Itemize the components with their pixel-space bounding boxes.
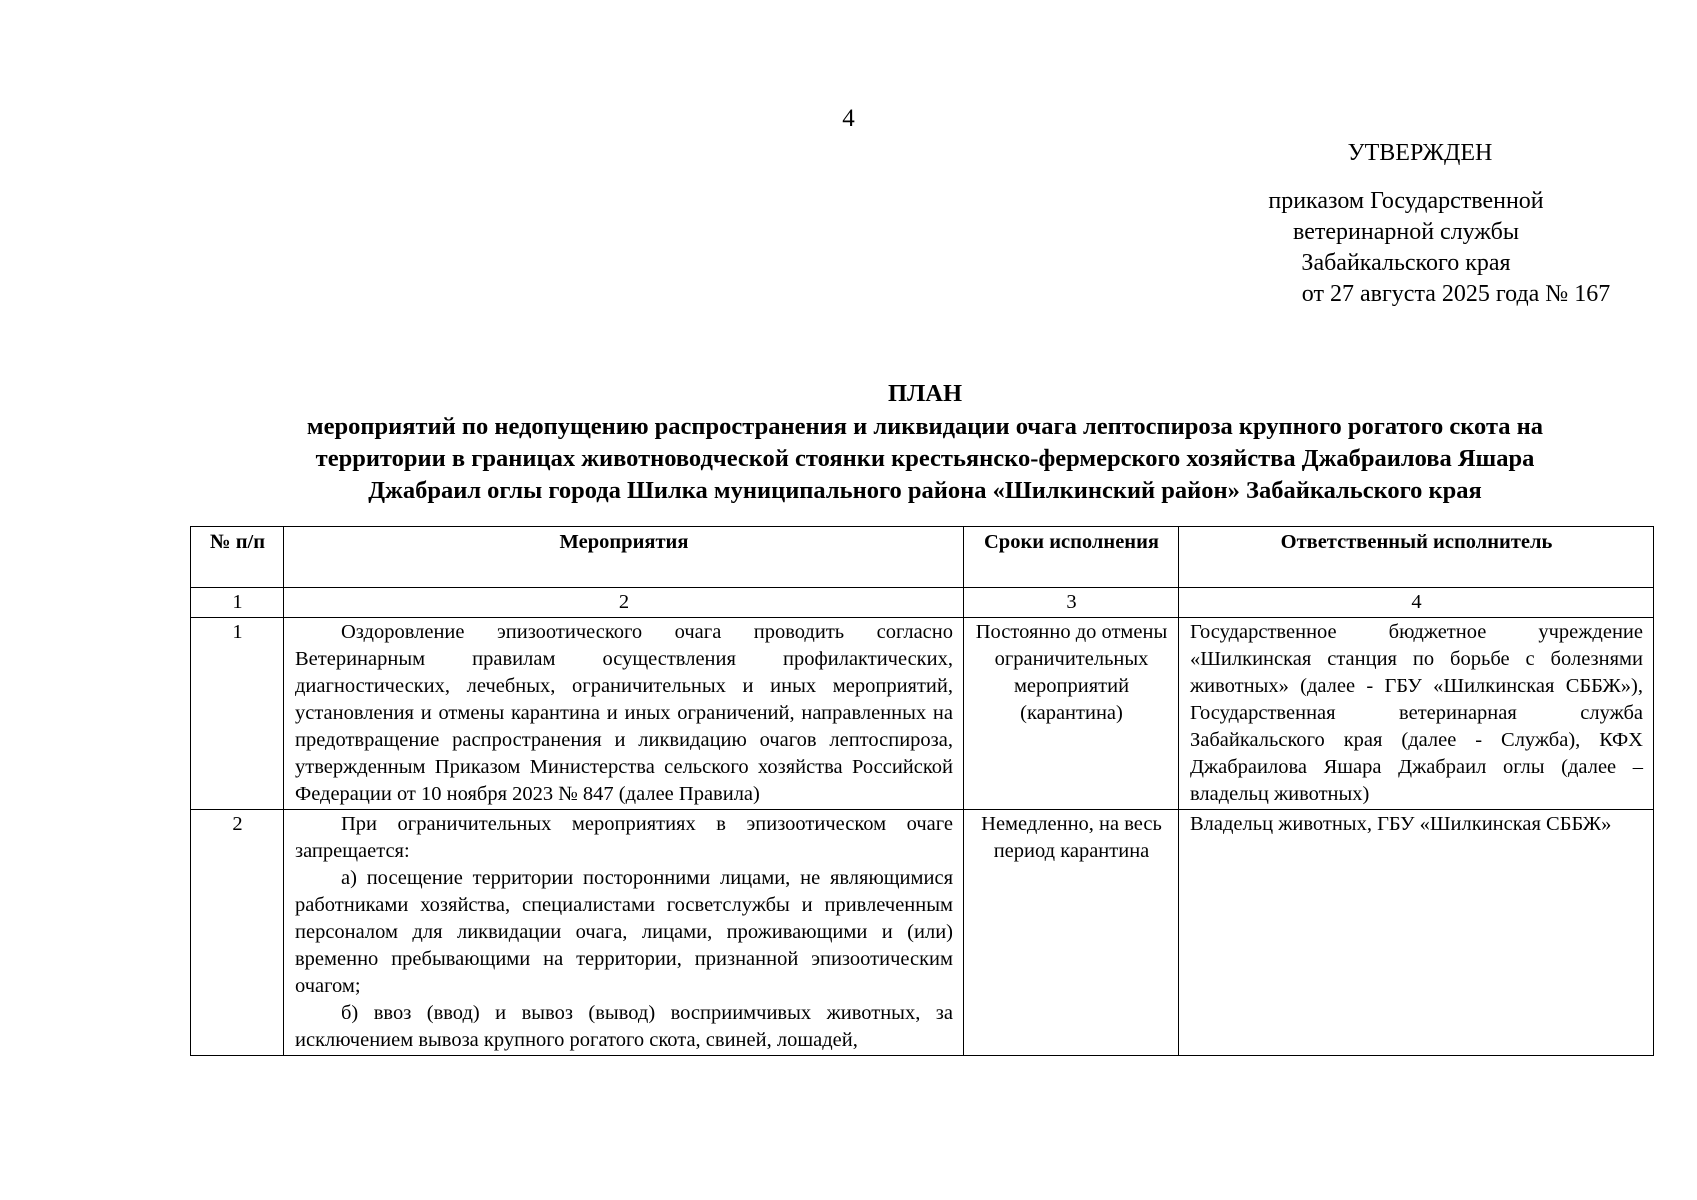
table-row [191, 810, 1654, 1056]
page-number: 4 [842, 105, 855, 132]
row-responsible: Владельц животных, ГБУ «Шилкинская СББЖ» [1179, 810, 1654, 1056]
row-measure [284, 618, 964, 810]
approval-line: ветеринарной службы [1293, 219, 1519, 245]
plan-heading: ПЛАН [887, 380, 963, 407]
measure-paragraph: а) посещение территории посторонними лицами, не являющимися работниками хозяйства, специалистами госветслужбы и привлеченным персоналом для ликвидации очага, лицами, проживающими и (или) временно пребывающими на территории, признанной эпизоотическим очагом; [295, 867, 953, 997]
approval-line: Забайкальского края [1301, 250, 1511, 276]
column-number: 1 [191, 588, 284, 618]
row-number: 2 [191, 810, 284, 1056]
row-responsible: Государственное бюджетное учреждение «Шилкинская станция по борьбе с болезнями животных» (далее - ГБУ «Шилкинская СББЖ»), Государственная ветеринарная служба Забайкальского края (далее - Служба), КФХ Джабраилова Яшара Джабраил оглы (далее – владельц животных) [1179, 618, 1654, 810]
measure-paragraph: б) ввоз (ввод) и вывоз (вывод) восприимчивых животных, за исключением вывоза крупного рогатого скота, свиней, лошадей, [295, 1002, 953, 1051]
table-header-row [191, 527, 1654, 588]
column-number: 2 [284, 588, 964, 618]
row-deadline: Постоянно до отмены ограничительных мероприятий (карантина) [964, 618, 1179, 810]
header-responsible: Ответственный исполнитель [1179, 527, 1654, 588]
header-measures: Мероприятия [284, 527, 964, 588]
header-num: № п/п [191, 527, 284, 588]
row-deadline: Немедленно, на весь период карантина [964, 810, 1179, 1056]
approval-label: УТВЕРЖДЕН [1347, 140, 1493, 166]
row-number: 1 [191, 618, 284, 810]
column-number: 4 [1179, 588, 1654, 618]
approval-line: приказом Государственной [1268, 188, 1544, 214]
column-number: 3 [964, 588, 1179, 618]
table-row [191, 618, 1654, 810]
measure-paragraph: Оздоровление эпизоотического очага проводить согласно Ветеринарным правилам осуществления профилактических, диагностических, лечебных, ограничительных и иных мероприятий, установления и отмены карантина и иных ограничений, направленных на предотвращение распространения и ликвидацию очагов лептоспироза, утвержденным Приказом Министерства сельского хозяйства Российской Федерации от 10 ноября 2023 № 847 (далее Правила) [295, 621, 953, 805]
plan-subtitle-line: мероприятий по недопущению распространения и ликвидации очага лептоспироза крупного рогатого скота на [306, 413, 1544, 440]
column-number-row [191, 588, 1654, 618]
plan-subtitle-line: территории в границах животноводческой стоянки крестьянско-фермерского хозяйства Джабраилова Яшара [315, 445, 1535, 472]
row-measure [284, 810, 964, 1056]
approval-line: от 27 августа 2025 года № 167 [1301, 281, 1611, 307]
header-deadline: Сроки исполнения [964, 527, 1179, 588]
measure-paragraph: При ограничительных мероприятиях в эпизоотическом очаге запрещается: [295, 813, 953, 862]
plan-table [190, 526, 1654, 1056]
plan-subtitle-line: Джабраил оглы города Шилка муниципального района «Шилкинский район» Забайкальского края [368, 477, 1482, 504]
